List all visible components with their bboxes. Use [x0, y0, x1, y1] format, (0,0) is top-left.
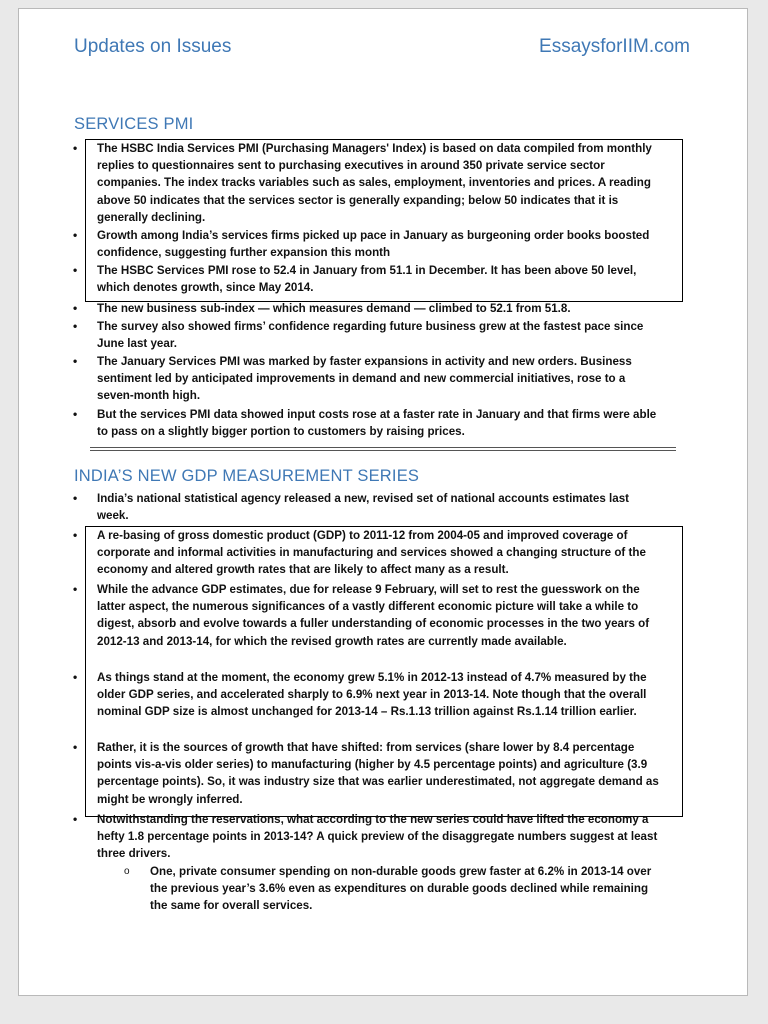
- header-site: EssaysforIIM.com: [539, 36, 690, 57]
- list-item: • The new business sub-index — which measures demand — climbed to 52.1 from 51.8.: [70, 300, 662, 318]
- divider: [90, 447, 676, 448]
- services-pmi-list: [70, 140, 662, 441]
- list-item: • A re-basing of gross domestic product (GDP) to 2011-12 from 2004-05 and improved coverage of corporate and informal activities in manufacturing and services showed a changing structure of the economy and altered growth rates that are likely to affect many as a result.: [70, 527, 662, 581]
- list-item: • Rather, it is the sources of growth that have shifted: from services (share lower by 8.4 percentage points vis-a-vis older series) to manufacturing (higher by 4.5 percentage points) and agriculture (3.9 percentage points). So, it was industry size that was earlier underestimated, not aggregate demand as might be wrongly inferred.: [70, 739, 662, 811]
- list-item: • Growth among India’s services firms picked up pace in January as burgeoning order books boosted confidence, suggesting further expansion this month: [70, 227, 662, 262]
- divider: [90, 450, 676, 451]
- list-item: • But the services PMI data showed input costs rose at a faster rate in January and that firms were able to pass on a slightly bigger portion to customers by raising prices.: [70, 406, 662, 441]
- list-item: • While the advance GDP estimates, due for release 9 February, will set to rest the guesswork on the latter aspect, the numerous significances of a vastly different economic picture will take a while to digest, absorb and evolve towards a fuller understanding of economic processes in the two years of 2012-13 and 2013-14, for which the revised growth rates are currently made available.: [70, 581, 662, 669]
- list-item: • The HSBC India Services PMI (Purchasing Managers' Index) is based on data compiled from monthly replies to questionnaires sent to purchasing executives in around 350 private service sector companies. The index tracks variables such as sales, employment, inventories and prices. A reading above 50 indicates that the services sector is generally expanding; below 50 indicates that it is generally declining.: [70, 140, 662, 227]
- list-item: • The January Services PMI was marked by faster expansions in activity and new orders. Business sentiment led by anticipated improvements in demand and new commercial initiatives, rose to a seven-month high.: [70, 353, 662, 406]
- header-title: Updates on Issues: [74, 36, 232, 57]
- list-item: • The HSBC Services PMI rose to 52.4 in January from 51.1 in December. It has been above 50 level, which denotes growth, since May 2014.: [70, 262, 662, 300]
- list-item: • Notwithstanding the reservations, what according to the new series could have lifted the economy a hefty 1.8 percentage points in 2013-14? A quick preview of the disaggregate numbers suggest at least three drivers.: [70, 811, 662, 863]
- list-item: • India’s national statistical agency released a new, revised set of national accounts estimates last week.: [70, 490, 662, 527]
- sub-list-item: o One, private consumer spending on non-durable goods grew faster at 6.2% in 2013-14 over the previous year’s 3.6% even as expenditures on durable goods declined while remaining the same for overall services.: [70, 863, 662, 915]
- section-heading-services-pmi: SERVICES PMI: [74, 115, 194, 133]
- section-heading-gdp: INDIA’S NEW GDP MEASUREMENT SERIES: [74, 467, 420, 485]
- page-header: [74, 36, 690, 66]
- gdp-list: [70, 490, 662, 915]
- list-item: • As things stand at the moment, the economy grew 5.1% in 2012-13 instead of 4.7% measured by the older GDP series, and accelerated sharply to 6.9% next year in 2013-14. Note though that the overall nominal GDP size is almost unchanged for 2013-14 – Rs.1.13 trillion against Rs.1.14 trillion earlier.: [70, 669, 662, 739]
- list-item: • The survey also showed firms’ confidence regarding future business grew at the fastest pace since June last year.: [70, 318, 662, 353]
